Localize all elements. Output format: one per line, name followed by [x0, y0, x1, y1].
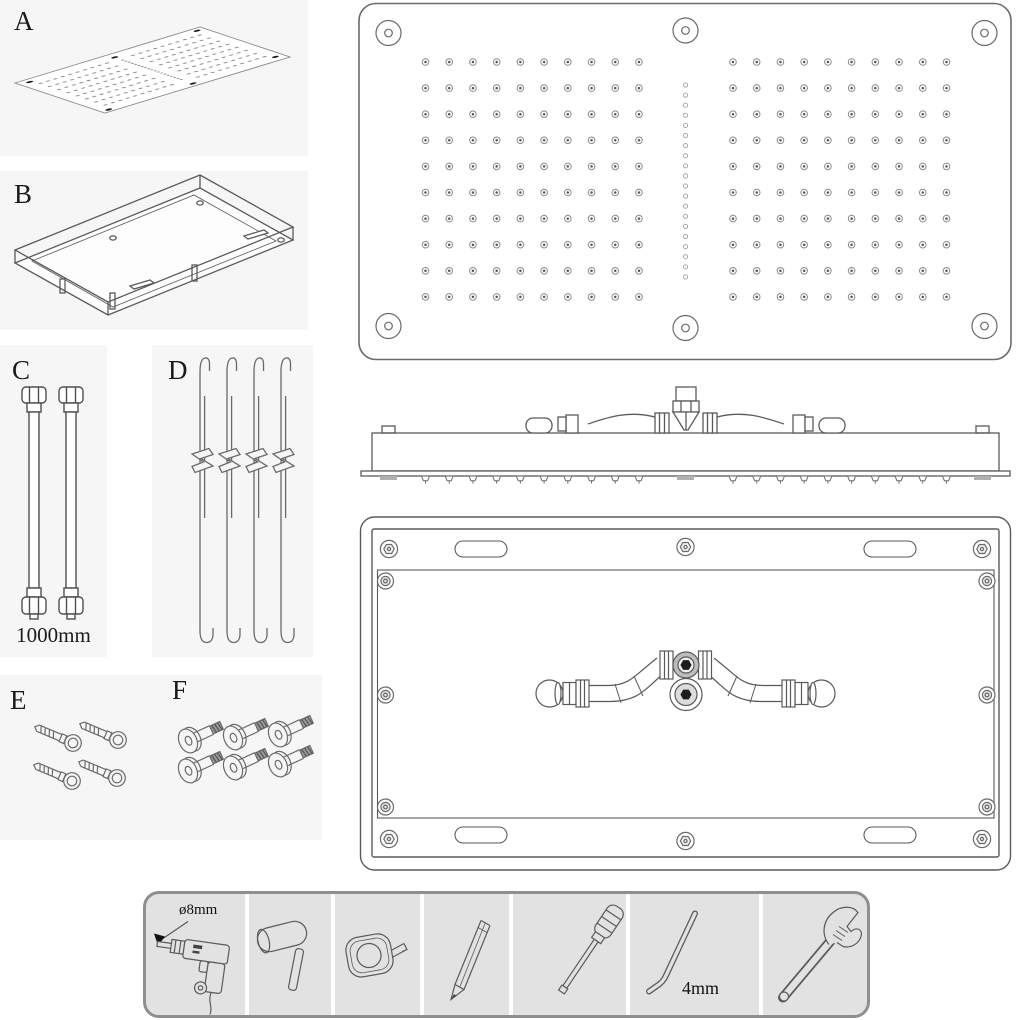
part-d-drawing-hanging-hooks	[152, 345, 313, 657]
part-b-drawing-mounting-frame-perspective	[0, 171, 308, 330]
hex-bolt	[380, 540, 397, 557]
tool-cell-drill	[146, 894, 245, 1015]
mounting-screw	[175, 714, 227, 756]
part-a-drawing-shower-panel-perspective	[0, 0, 308, 156]
pencil-icon	[424, 894, 509, 1015]
tape-measure-icon	[335, 894, 420, 1015]
back-view-drawing	[355, 510, 1018, 880]
tool-cell-tape-measure	[331, 894, 420, 1015]
mounting-screw	[175, 744, 227, 786]
panel-screw	[979, 799, 995, 815]
mounting-screw	[265, 708, 317, 750]
mounting-screw	[220, 741, 272, 783]
mounting-stud-left	[382, 426, 395, 433]
part-a-box	[0, 0, 308, 156]
allen-size-label: 4mm	[682, 978, 720, 998]
center-inlet-fitting	[655, 387, 717, 433]
flexible-hose	[59, 387, 83, 619]
hex-bolt	[677, 832, 694, 849]
eye-anchor-bolt	[32, 719, 84, 754]
part-e-label: E	[10, 685, 27, 715]
hanging-hook-wire	[219, 358, 240, 643]
hanging-hook-wire	[246, 358, 267, 643]
drill-size-label: ø8mm	[179, 902, 218, 918]
mounting-screw	[220, 711, 272, 753]
top-view-nozzle-face-drawing	[355, 0, 1018, 368]
hex-bolt	[380, 830, 397, 847]
part-c-label: C	[12, 355, 31, 385]
part-c-drawing-flexible-hoses	[0, 345, 107, 657]
hanging-hook-wire	[273, 358, 294, 643]
panel-screw	[979, 573, 995, 589]
tool-cell-screwdriver	[509, 894, 626, 1015]
panel-outline	[359, 4, 1011, 360]
mounting-stud-right	[976, 426, 989, 433]
part-b-box	[0, 171, 308, 330]
mallet-icon	[249, 894, 331, 1015]
panel-screw	[378, 573, 394, 589]
part-a-label: A	[14, 6, 34, 36]
hook-wire-set	[192, 358, 294, 643]
required-tools-bar	[143, 891, 870, 1018]
panel-screw	[979, 687, 995, 703]
side-view-drawing	[355, 380, 1018, 505]
part-ef-box	[0, 675, 322, 840]
hex-bolt	[973, 830, 990, 847]
eye-anchor-bolt	[31, 757, 83, 792]
eye-anchor-set	[31, 716, 129, 792]
hanging-hook-wire	[192, 358, 213, 643]
flexible-hose	[22, 387, 46, 619]
hose-length-label: 1000mm	[16, 623, 91, 647]
tool-cell-allen-key	[626, 894, 759, 1015]
eye-anchor-bolt	[77, 716, 129, 751]
adjustable-wrench-icon	[763, 894, 868, 1015]
tool-cell-wrench	[759, 894, 868, 1015]
part-c-box	[0, 345, 107, 657]
mounting-screw-set	[175, 708, 317, 786]
hex-bolt	[677, 538, 694, 555]
mounting-screw	[265, 738, 317, 780]
part-f-label: F	[172, 675, 188, 705]
hex-bolt	[973, 540, 990, 557]
tool-cell-pencil	[420, 894, 509, 1015]
panel-screw	[378, 799, 394, 815]
part-d-box	[152, 345, 313, 657]
part-b-label: B	[14, 179, 33, 209]
part-d-label: D	[168, 355, 188, 385]
part-ef-drawing-fasteners	[0, 675, 322, 840]
panel-screw	[378, 687, 394, 703]
screwdriver-icon	[513, 894, 626, 1015]
eye-anchor-bolt	[76, 754, 128, 789]
tool-cell-mallet	[245, 894, 331, 1015]
